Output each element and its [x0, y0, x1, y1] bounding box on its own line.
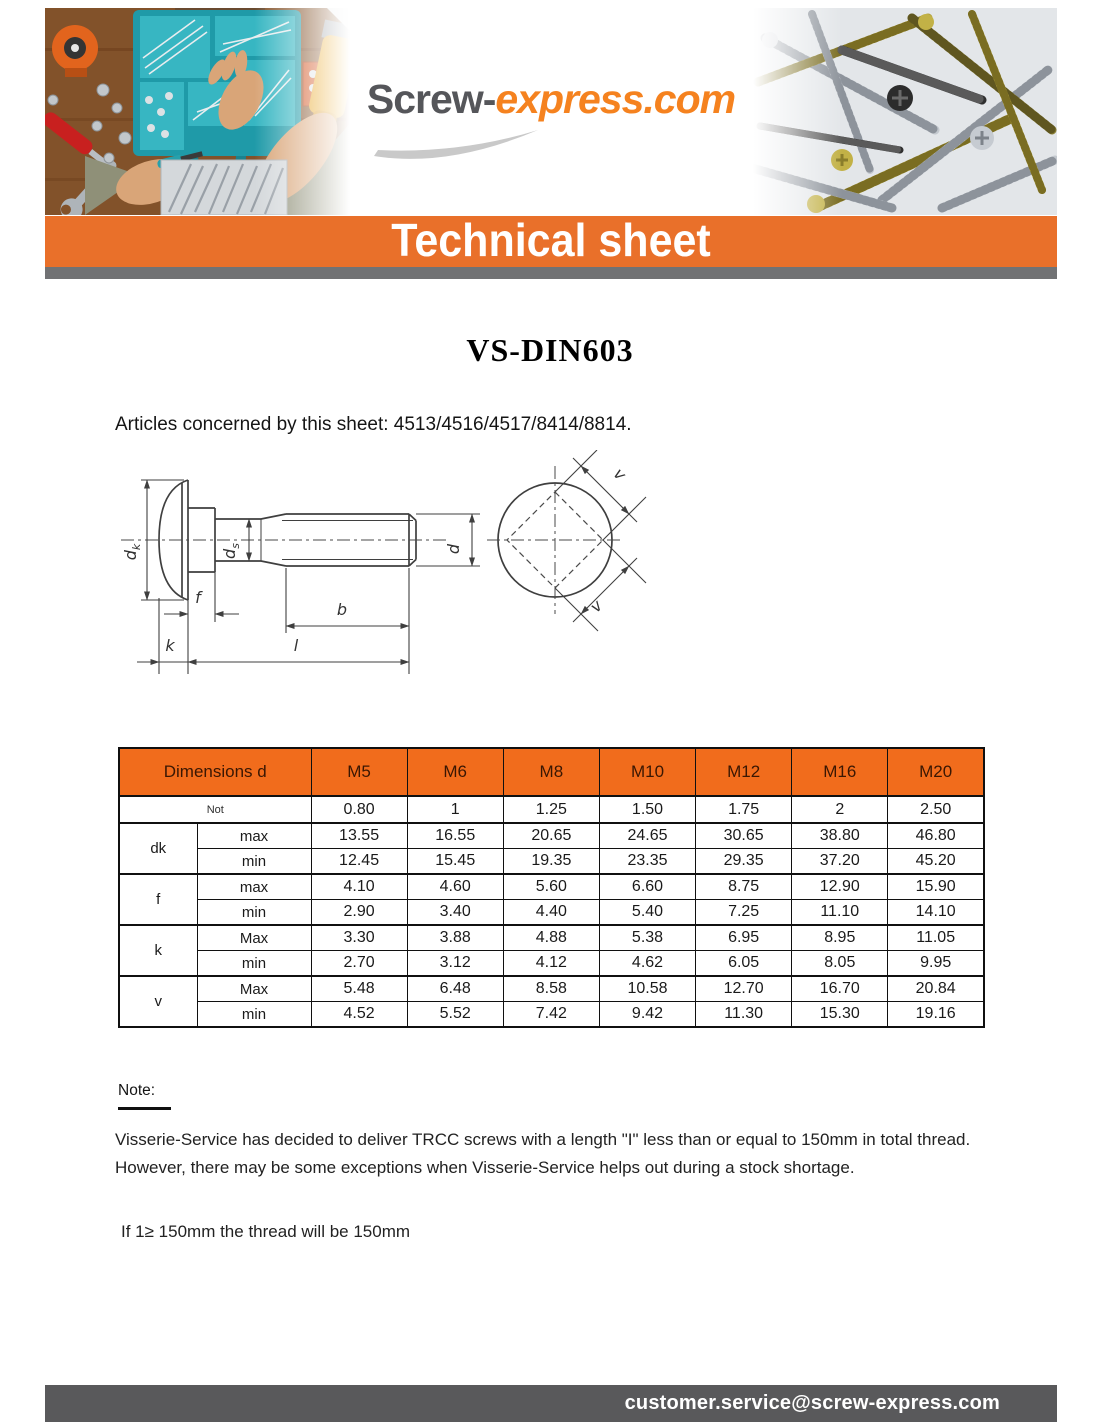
- logo-swoosh: [370, 124, 545, 164]
- group-label: f: [119, 874, 197, 925]
- table-row: [119, 976, 984, 1002]
- sub-label: min: [197, 951, 311, 977]
- table-cell: 12.90: [792, 874, 888, 900]
- svg-text:v: v: [586, 596, 607, 617]
- sub-label: max: [197, 874, 311, 900]
- table-cell: 14.10: [888, 900, 984, 926]
- note-body: Visserie-Service has decided to deliver TRCC screws with a length "I" less than or equal to 150mm in total thread. However, there may be some exceptions when Visserie-Service helps out during a stock shortage.: [115, 1130, 971, 1177]
- table-cell: 15.90: [888, 874, 984, 900]
- svg-text:v: v: [609, 464, 630, 485]
- table-cell: 2: [792, 796, 888, 823]
- left-header-photo: [45, 8, 353, 215]
- document-title: VS-DIN603: [466, 332, 634, 368]
- table-cell: 1.25: [503, 796, 599, 823]
- table-cell: 7.42: [503, 1002, 599, 1028]
- table-cell: 4.52: [311, 1002, 407, 1028]
- table-cell: 3.40: [407, 900, 503, 926]
- table-cell: 11.05: [888, 925, 984, 951]
- group-label: dk: [119, 823, 197, 874]
- table-cell: 3.30: [311, 925, 407, 951]
- table-cell: 16.55: [407, 823, 503, 849]
- articles-line: Articles concerned by this sheet: 4513/4516/4517/8414/8814.: [115, 414, 632, 435]
- table-cell: 9.95: [888, 951, 984, 977]
- svg-text:b: b: [336, 600, 348, 619]
- table-cell: 5.38: [599, 925, 695, 951]
- group-label: v: [119, 976, 197, 1027]
- note-thread-condition: If 1≥ 150mm the thread will be 150mm: [121, 1222, 411, 1241]
- table-cell: 0.80: [311, 796, 407, 823]
- table-cell: 24.65: [599, 823, 695, 849]
- sub-label: min: [197, 1002, 311, 1028]
- table-cell: 6.05: [696, 951, 792, 977]
- table-cell: 1: [407, 796, 503, 823]
- table-cell: 4.62: [599, 951, 695, 977]
- table-cell: 5.60: [503, 874, 599, 900]
- logo-orange-part: express.com: [495, 76, 736, 122]
- table-cell: 46.80: [888, 823, 984, 849]
- table-cell: 3.88: [407, 925, 503, 951]
- banner-gray-strip: [45, 267, 1057, 279]
- svg-text:f: f: [195, 588, 201, 607]
- table-cell: 8.75: [696, 874, 792, 900]
- table-cell: 2.70: [311, 951, 407, 977]
- table-cell: 4.88: [503, 925, 599, 951]
- table-cell: 5.52: [407, 1002, 503, 1028]
- table-cell: 8.58: [503, 976, 599, 1002]
- table-cell: 45.20: [888, 849, 984, 875]
- table-cell: 6.60: [599, 874, 695, 900]
- table-row: [119, 849, 984, 875]
- table-cell: 5.40: [599, 900, 695, 926]
- table-cell: 15.45: [407, 849, 503, 875]
- table-row: [119, 874, 984, 900]
- table-cell: 6.95: [696, 925, 792, 951]
- svg-text:d: d: [444, 543, 463, 555]
- column-header: M20: [888, 748, 984, 796]
- sub-label: min: [197, 900, 311, 926]
- column-header: M5: [311, 748, 407, 796]
- table-cell: 4.40: [503, 900, 599, 926]
- table-cell: 19.35: [503, 849, 599, 875]
- table-cell: 11.10: [792, 900, 888, 926]
- table-cell: 10.58: [599, 976, 695, 1002]
- table-cell: 13.55: [311, 823, 407, 849]
- column-header: M8: [503, 748, 599, 796]
- banner-title: Technical sheet: [391, 215, 711, 267]
- table-cell: 23.35: [599, 849, 695, 875]
- table-cell: 4.60: [407, 874, 503, 900]
- table-row: [119, 823, 984, 849]
- technical-sheet-banner: [45, 216, 1057, 267]
- table-cell: 20.65: [503, 823, 599, 849]
- column-header: M16: [792, 748, 888, 796]
- svg-text:dk: $d_k$: [121, 543, 143, 561]
- table-cell: 19.16: [888, 1002, 984, 1028]
- table-cell: 1.75: [696, 796, 792, 823]
- table-row: [119, 925, 984, 951]
- table-cell: 37.20: [792, 849, 888, 875]
- footer-bar: [45, 1385, 1057, 1422]
- table-cell: 1.50: [599, 796, 695, 823]
- table-cell: 4.10: [311, 874, 407, 900]
- footer-email: customer.service@screw-express.com: [624, 1392, 1000, 1414]
- svg-text:l: l: [293, 636, 299, 655]
- table-cell: 16.70: [792, 976, 888, 1002]
- svg-text:k: k: [165, 636, 175, 655]
- table-cell: 15.30: [792, 1002, 888, 1028]
- sub-label: min: [197, 849, 311, 875]
- svg-text:ds: $d_s$: [220, 543, 242, 559]
- group-label: k: [119, 925, 197, 976]
- column-header: M6: [407, 748, 503, 796]
- table-row: [119, 1002, 984, 1028]
- table-cell: 4.12: [503, 951, 599, 977]
- dimensions-table: [118, 747, 985, 1028]
- right-header-photo: [750, 8, 1057, 215]
- table-cell: 20.84: [888, 976, 984, 1002]
- table-cell: 11.30: [696, 1002, 792, 1028]
- column-header: M10: [599, 748, 695, 796]
- table-cell: 2.90: [311, 900, 407, 926]
- bolt-technical-drawing: [108, 450, 658, 700]
- table-cell: 9.42: [599, 1002, 695, 1028]
- table-cell: 30.65: [696, 823, 792, 849]
- sub-label: Max: [197, 925, 311, 951]
- table-cell: 12.70: [696, 976, 792, 1002]
- table-row: [119, 900, 984, 926]
- table-cell: 5.48: [311, 976, 407, 1002]
- table-cell: 29.35: [696, 849, 792, 875]
- pitch-row: [119, 796, 984, 823]
- note-heading: Note:: [118, 1082, 171, 1110]
- table-row: [119, 951, 984, 977]
- table-cell: 38.80: [792, 823, 888, 849]
- table-cell: 8.95: [792, 925, 888, 951]
- table-cell: 2.50: [888, 796, 984, 823]
- table-cell: 12.45: [311, 849, 407, 875]
- screw-pile-photo-illustration: [750, 8, 1057, 215]
- logo: [352, 8, 750, 215]
- logo-text: [352, 76, 750, 123]
- sub-label: Max: [197, 976, 311, 1002]
- table-cell: 8.05: [792, 951, 888, 977]
- sub-label: max: [197, 823, 311, 849]
- table-header-row: [119, 748, 984, 796]
- table-cell: 6.48: [407, 976, 503, 1002]
- pitch-row-label: Not: [119, 796, 311, 823]
- workbench-photo-illustration: [45, 8, 353, 215]
- table-cell: 3.12: [407, 951, 503, 977]
- logo-gray-part: Screw-: [366, 76, 496, 122]
- table-cell: 7.25: [696, 900, 792, 926]
- table-corner-cell: Dimensions d: [119, 748, 311, 796]
- column-header: M12: [696, 748, 792, 796]
